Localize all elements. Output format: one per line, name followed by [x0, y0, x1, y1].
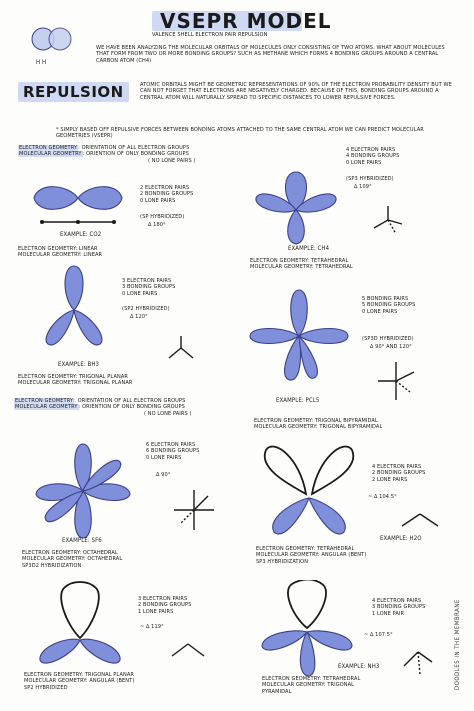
ch4-structure — [368, 202, 408, 238]
co2-counts: 2 ELECTRON PAIRS 2 BONDING GROUPS 0 LONE PAIRS — [140, 185, 194, 204]
ch4-example: EXAMPLE: CH4 — [288, 245, 330, 252]
ch4-angle: ∆ 109° — [354, 184, 372, 190]
bent3-counts: 3 ELECTRON PAIRS 2 BONDING GROUPS 1 LONE PAIRS — [138, 596, 192, 615]
bh3-hybrid: (SP2 HYBRIDIZED) — [122, 306, 170, 312]
tetrahedral-orbital-diagram — [246, 170, 346, 250]
mg-def-2: : ORIENTION OF ONLY BONDING GROUPS — [78, 404, 185, 411]
pcl5-structure — [374, 360, 418, 402]
sf6-example: EXAMPLE: SF6 — [62, 537, 102, 544]
pcl5-counts: 5 BONDING PAIRS 5 BONDING GROUPS 0 LONE PAIRS — [362, 296, 416, 315]
watermark: DOODLES IN THE MEMBRANE — [454, 599, 461, 690]
h2-label: H H — [36, 59, 47, 66]
sf6-angle: ∆ 90° — [156, 472, 171, 478]
definitions-2 — [14, 398, 274, 417]
eg-def-2: : ORIENTATION OF ALL ELECTRON GROUPS — [74, 398, 186, 404]
bent3-structure — [168, 640, 208, 660]
h2o-counts: 4 ELECTRON PAIRS 2 BONDING GROUPS 2 LONE PAIRS — [372, 464, 426, 483]
h2o-angle: ~ ∆ 104.5° — [368, 494, 397, 500]
co2-hybrid: (SP HYBRIDIZED) — [140, 214, 185, 220]
bent-tetrahedral-orbital-diagram — [254, 440, 364, 540]
co2-geometry: ELECTRON GEOMETRY: LINEAR MOLECULAR GEOMETRY: LINEAR — [18, 246, 103, 259]
bent3-angle: ~ ∆ 119° — [140, 624, 164, 630]
trigonal-bipyramidal-orbital-diagram — [244, 286, 354, 386]
definitions-1 — [18, 145, 258, 164]
mg-note-2: ( NO LONE PAIRS ) — [144, 410, 192, 417]
bh3-counts: 3 ELECTRON PAIRS 3 BONDING GROUPS 0 LONE PAIRS — [122, 278, 176, 297]
mg-term-2: MOLECULAR GEOMETRY — [15, 404, 78, 411]
bh3-structure — [166, 334, 196, 362]
bent3-geometry: ELECTRON GEOMETRY: TRIGONAL PLANAR MOLECULAR GEOMETRY: ANGULAR (BENT) SP2 HYBRIDIZED — [24, 672, 135, 691]
h2o-structure — [398, 510, 442, 530]
h2o-example: EXAMPLE: H2O — [380, 535, 422, 542]
sf6-counts: 6 ELECTRON PAIRS 6 BONDING GROUPS 0 LONE PAIRS — [146, 442, 200, 461]
ch4-geometry: ELECTRON GEOMETRY: TETRAHEDRAL MOLECULAR GEOMETRY: TETRAHEDRAL — [250, 258, 353, 271]
mg-note: ( NO LONE PAIRS ) — [148, 157, 196, 164]
pcl5-angle: ∆ 90° AND 120° — [370, 344, 412, 350]
repulsion-text: ATOMIC ORBITALS MIGHT BE GEOMETRIC REPRESENTATIONS OF 90% OF THE ELECTRON PROBABILITY DENSITY BUT WE CAN NOT FORGET THAT ELECTRONS ARE NEGATIVELY CHARGED. BECAUSE OF THIS, BONDING GROUPS AROUND A CENTRAL ATOM WILL NATURALLY SPREAD TO SPECIFIC DISTANCES TO LOWER REPULSIVE FORCES. — [140, 82, 452, 101]
nh3-angle: ~ ∆ 107.5° — [364, 632, 393, 638]
mg-def: : ORIENTION OF ONLY BONDING GROUPS — [82, 151, 189, 158]
intro-text: WE HAVE BEEN ANALYZING THE MOLECULAR ORBITALS OF MOLECULES ONLY CONSISTING OF TWO ATOMS. WHAT ABOUT MOLECULES THAT FORM FROM TWO OR MORE BONDING GROUPS? SUCH AS METHANE WHICH FORMS 4 BONDING GROUPS AROUND A CENTRAL CARBON ATOM (CH4) — [96, 45, 445, 64]
nh3-counts: 4 ELECTRON PAIRS 3 BONDING GROUPS 1 LONE PAIR — [372, 598, 426, 617]
ch4-hybrid: (SP3 HYBRIDIZED) — [346, 176, 394, 182]
sf6-geometry: ELECTRON GEOMETRY: OCTAHEDRAL MOLECULAR GEOMETRY: OCTAHEDRAL SP3D2 HYBRIDIZATION — [22, 550, 123, 569]
bh3-geometry: ELECTRON GEOMETRY: TRIGONAL PLANAR MOLECULAR GEOMETRY: TRIGONAL PLANAR — [18, 374, 133, 387]
page-title: VSEPR MODEL — [160, 9, 332, 33]
co2-example: EXAMPLE: CO2 — [60, 231, 102, 238]
repulsion-heading: REPULSION — [18, 82, 129, 102]
ch4-counts: 4 ELECTRON PAIRS 4 BONDING GROUPS 0 LONE PAIRS — [346, 147, 400, 166]
bh3-angle: ∆ 120° — [130, 314, 148, 320]
h2o-geometry: ELECTRON GEOMETRY: TETRAHEDRAL MOLECULAR GEOMETRY: ANGULAR (BENT) SP3 HYBRIDIZATION — [256, 546, 367, 565]
pcl5-example: EXAMPLE: PCL5 — [276, 397, 320, 404]
nh3-structure — [398, 648, 438, 678]
page-subtitle: VALENCE SHELL ELECTRON PAIR REPULSION — [152, 32, 268, 38]
octahedral-orbital-diagram — [28, 436, 138, 546]
bh3-example: EXAMPLE: BH3 — [58, 361, 100, 368]
trigonal-planar-orbital-diagram — [34, 262, 114, 354]
bent-trigonal-orbital-diagram — [30, 580, 130, 684]
eg-term: ELECTRON GEOMETRY — [19, 145, 78, 151]
co2-angle: ∆ 180° — [148, 222, 166, 228]
nh3-example: EXAMPLE: NH3 — [338, 663, 380, 670]
repulsion-text-top — [140, 82, 458, 101]
pcl5-hybrid: (SP3D HYBRIDIZED) — [362, 336, 414, 342]
pcl5-geometry: ELECTRON GEOMETRY: TRIGONAL BIPYRAMIDAL MOLECULAR GEOMETRY: TRIGONAL BIPYRAMIDAL — [254, 418, 383, 431]
eg-term-2: ELECTRON GEOMETRY — [15, 398, 74, 404]
nh3-geometry: ELECTRON GEOMETRY: TETRAHEDRAL MOLECULAR GEOMETRY: TRIGONAL PYRAMIDAL — [262, 676, 361, 695]
sf6-structure — [172, 488, 216, 532]
repulsion-note: * SIMPLY BASED OFF REPULSIVE FORCES BETWEEN BONDING ATOMS ATTACHED TO THE SAME CENTRAL ATOM WE CAN PREDICT MOLECULAR GEOMETRIES (VSEPR) — [56, 127, 424, 140]
eg-def: : ORIENTATION OF ALL ELECTRON GROUPS — [78, 145, 190, 151]
h2-orbital-diagram — [30, 24, 74, 56]
mg-term: MOLECULAR GEOMETRY — [19, 151, 82, 158]
